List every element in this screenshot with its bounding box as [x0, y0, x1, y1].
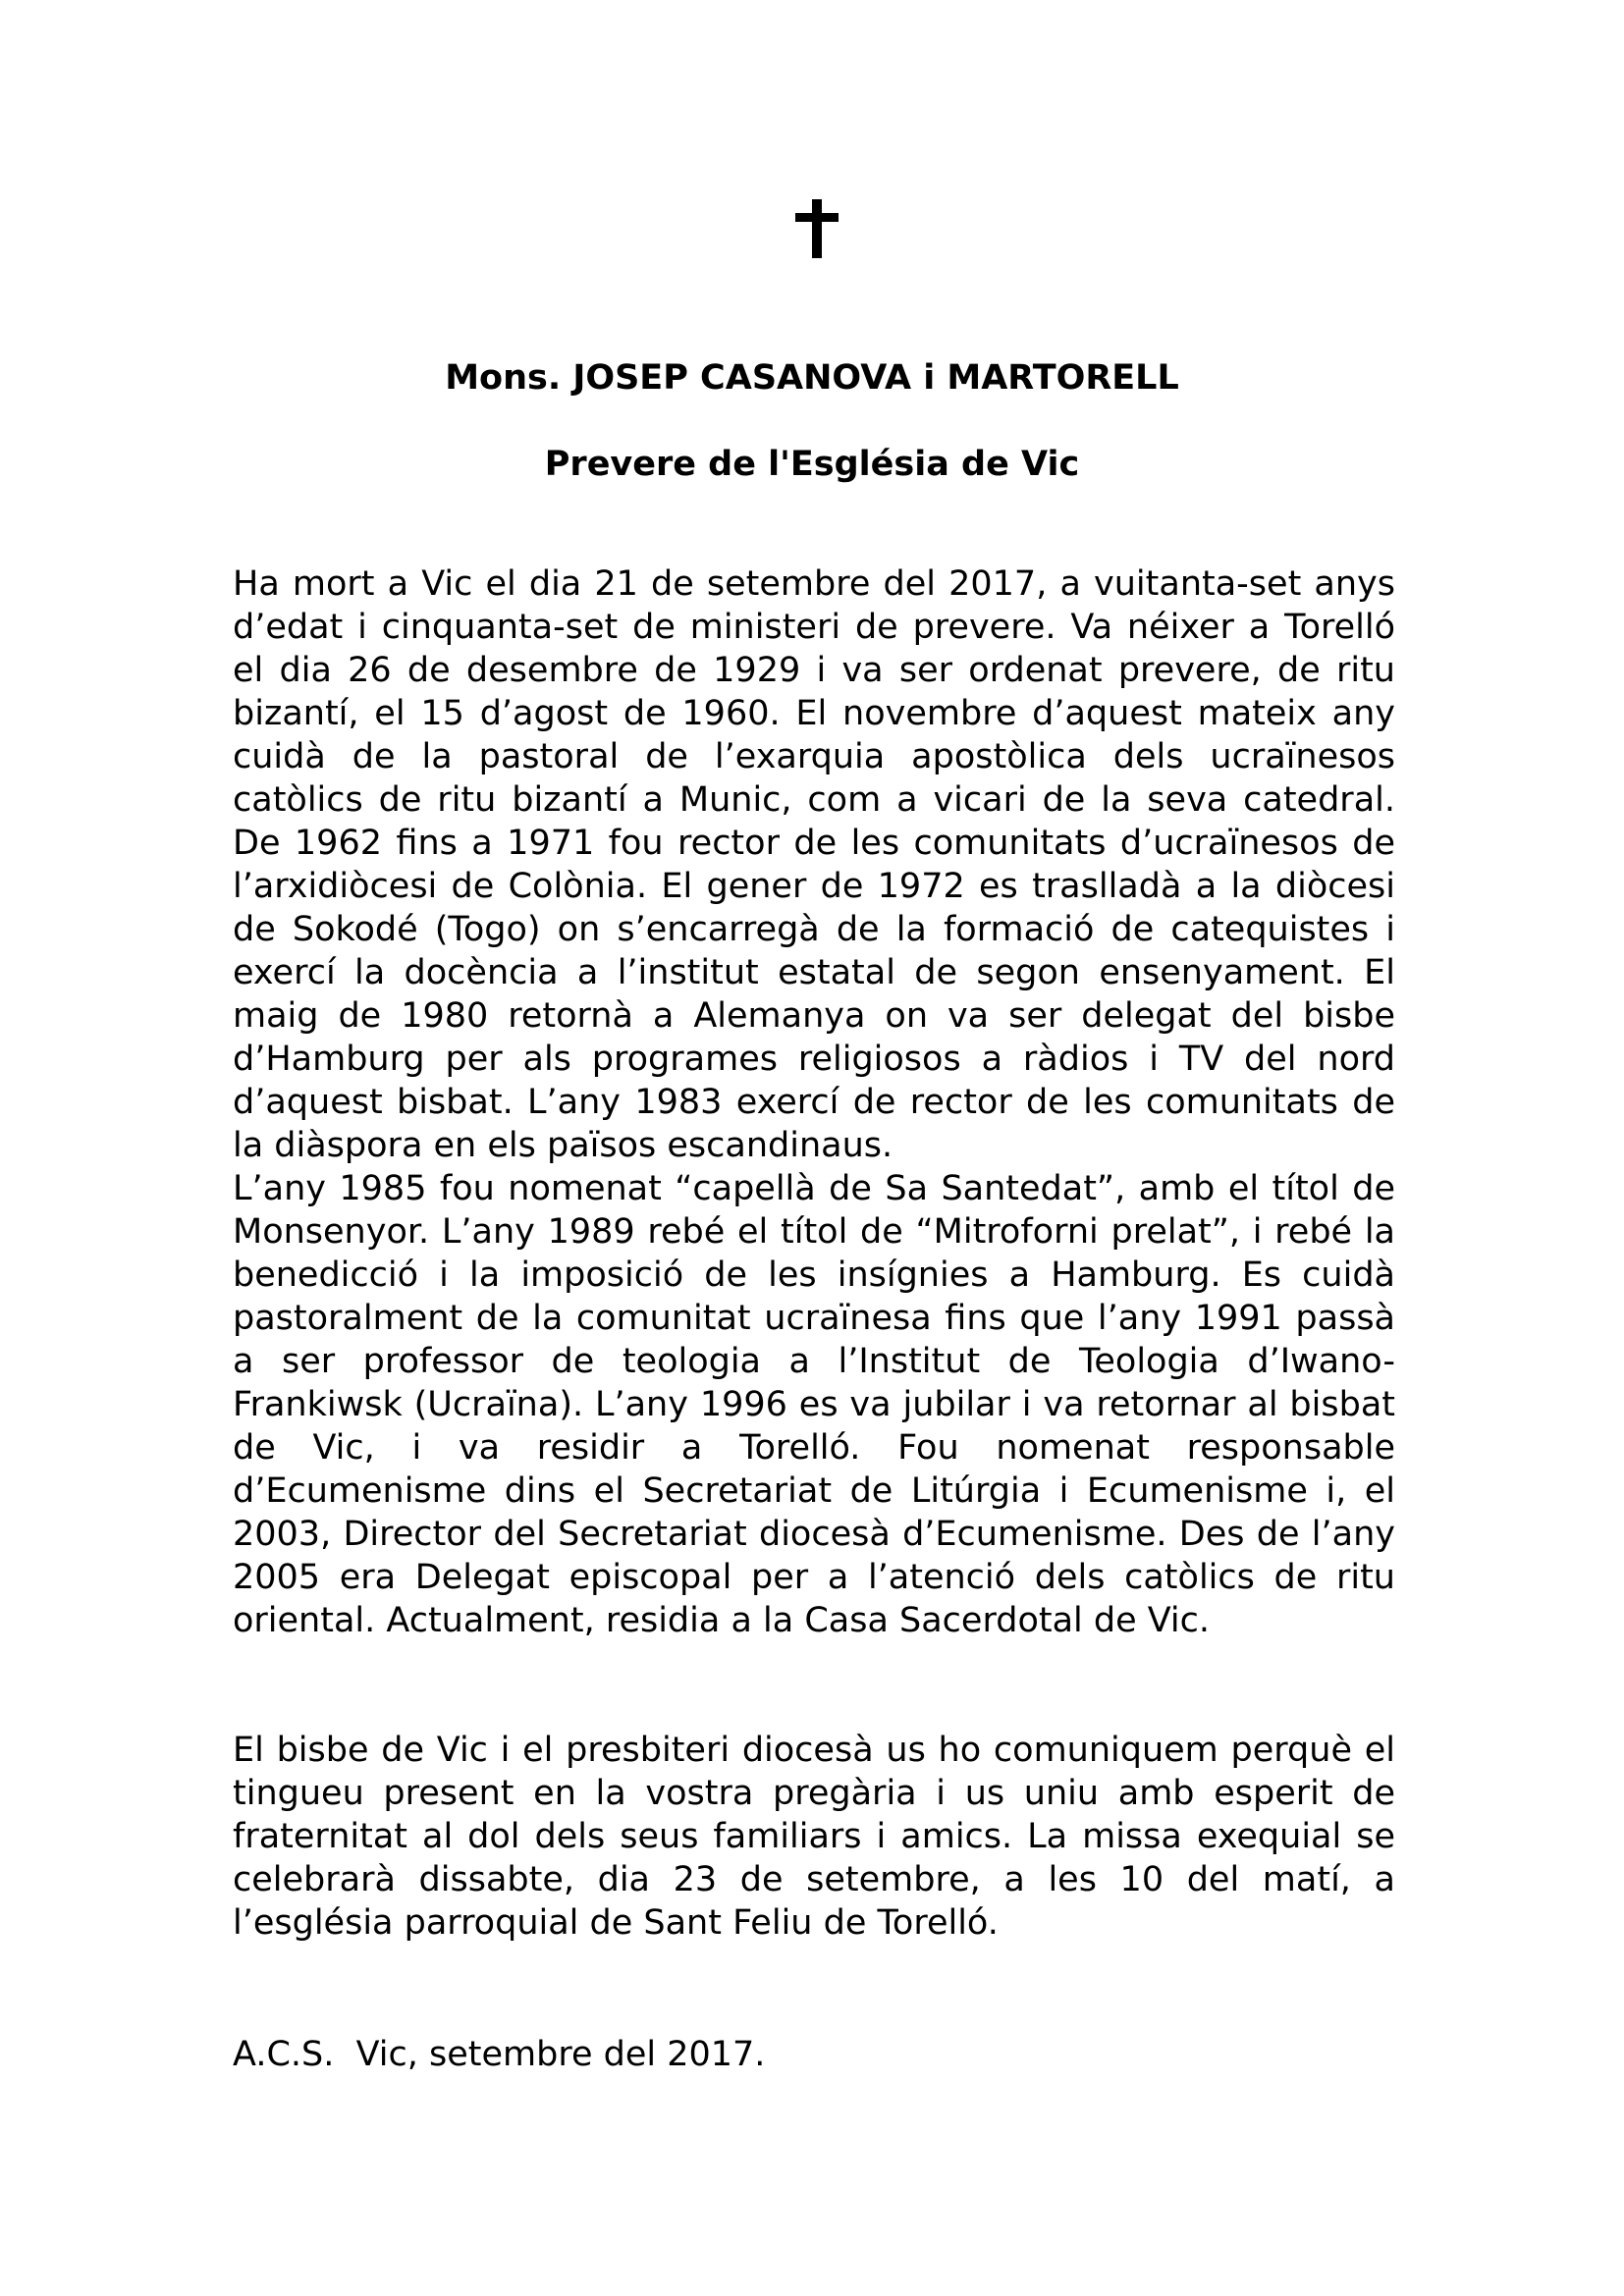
signature-line: A.C.S. Vic, setembre del 2017.: [233, 2035, 766, 2074]
biography-continued-text: L’any 1985 fou nomenat “capellà de Sa Santedat”, amb el títol de Monsenyor. L’any 1989 rebé el títol de “Mitroforni prelat”, i rebé la benedicció i la imposició de les insígnies a Hamburg. Es cuidà pastoralment de la comunitat ucraïnesa fins que l’any 1991 passà a ser professor de teologia a l’Institut de Teologia d’Iwano-Frankiwsk (Ucraïna). L’any 1996 es va jubilar i va retornar al bisbat de Vic, i va residir a Torelló. Fou nomenat responsable d’Ecumenisme dins el Secretariat de Litúrgia i Ecumenisme i, el 2003, Director del Secretariat diocesà d’Ecumenisme. Des de l’any 2005 era Delegat episcopal per a l’atenció dels catòlics de ritu oriental. Actualment, residia a la Casa Sacerdotal de Vic.: [233, 1169, 1395, 1640]
announcement-paragraph: El bisbe de Vic i el presbiteri diocesà us ho comuniquem perquè el tingueu present en la vostra pregària i us uniu amb esperit de fraternitat al dol dels seus familiars i amics. La missa exequial se celebrarà dissabte, dia 23 de setembre, a les 10 del matí, a l’església parroquial de Sant Feliu de Torelló.: [233, 1731, 1395, 1943]
deceased-name-heading: Mons. JOSEP CASANOVA i MARTORELL: [445, 358, 1179, 398]
deceased-role-heading: Prevere de l'Església de Vic: [544, 445, 1080, 484]
latin-cross-icon: [795, 199, 839, 258]
biography-paragraph: [233, 562, 1395, 1642]
biography-text: Ha mort a Vic el dia 21 de setembre del 2017, a vuitanta-set anys d’edat i cinquanta-set de ministeri de prevere. Va néixer a Torelló el dia 26 de desembre de 1929 i va ser ordenat prevere, de ritu bizantí, el 15 d’agost de 1960. El novembre d’aquest mateix any cuidà de la pastoral de l’exarquia apostòlica dels ucraïnesos catòlics de ritu bizantí a Munic, com a vicari de la seva catedral. De 1962 fins a 1971 fou rector de les comunitats d’ucraïnesos de l’arxidiòcesi de Colònia. El gener de 1972 es traslladà a la diòcesi de Sokodé (Togo) on s’encarregà de la formació de catequistes i exercí la docència a l’institut estatal de segon ensenyament. El maig de 1980 retornà a Alemanya on va ser delegat del bisbe d’Hamburg per als programes religiosos a ràdios i TV del nord d’aquest bisbat. L’any 1983 exercí de rector de les comunitats de la diàspora en els països escandinaus.: [233, 564, 1395, 1165]
